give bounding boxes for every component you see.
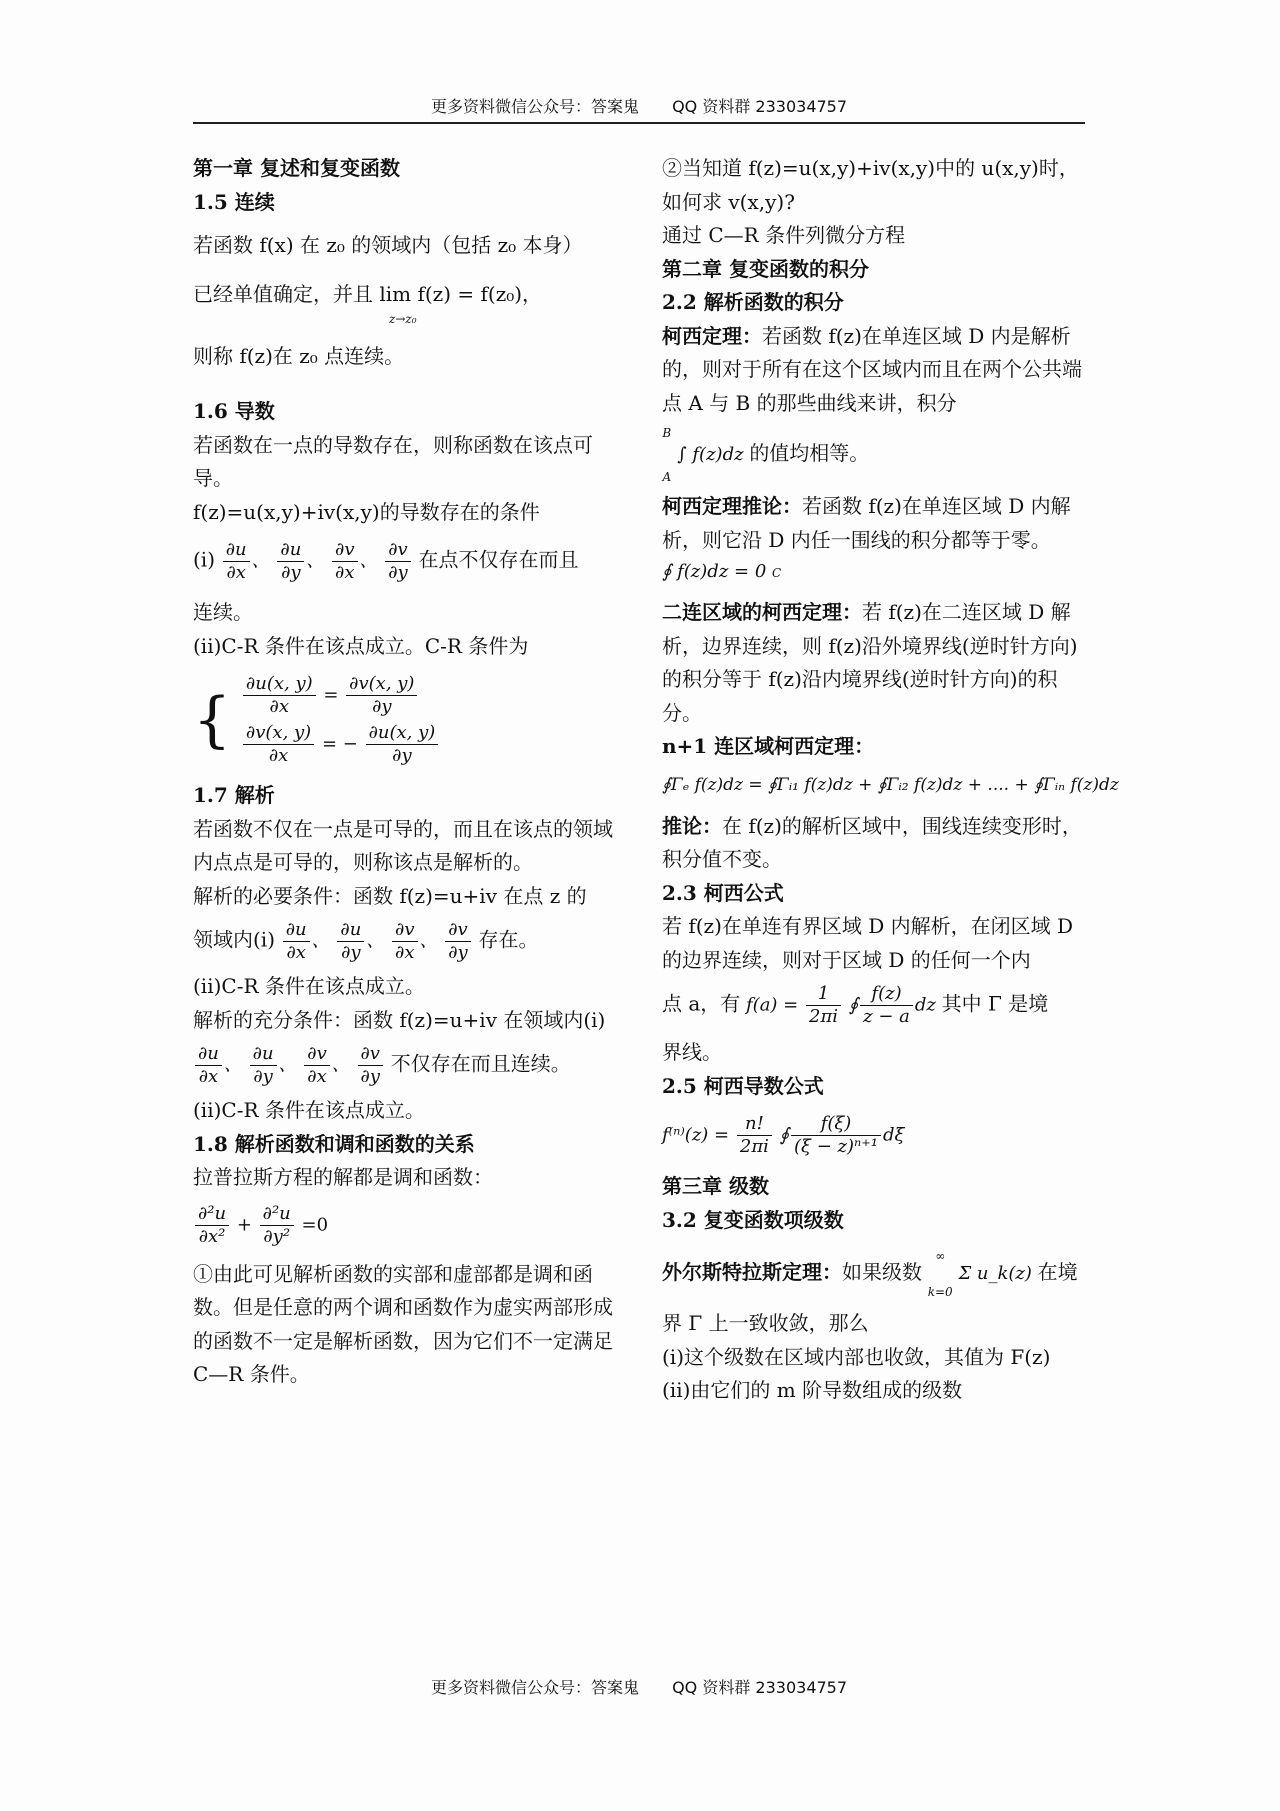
- s17-para-4: (ii)C-R 条件在该点成立。: [193, 974, 425, 998]
- corollary: 推论：在 f(z)的解析区域中，围线连续变形时，积分值不变。: [662, 813, 1082, 871]
- integral-a-b: B A ∫ f(z)dz 的值均相等。: [662, 426, 870, 484]
- s17-p6: 不仅存在而且连续。: [390, 1051, 571, 1076]
- s17-partials-row: 领域内(i) $\frac{\partial u}{\partial x}$ 、 $\frac{\partial u}{\partial y}$ 、 $\frac{\partial v}{\partial x}$ 、 $\frac{\partial v}{\partial y}$ 存在。: [193, 919, 539, 963]
- laplace-equation: $\frac{\text{∂²u}}{\text{∂x²}}$ + $\frac{\text{∂²u}}{\text{∂y²}}$ =0: [193, 1203, 621, 1248]
- frac-dv-dy: $\frac{\partial v}{\partial y}$: [385, 539, 410, 584]
- header-wechat: 更多资料微信公众号：答案鬼: [430, 97, 639, 116]
- header-qq: QQ 资料群 233034757: [672, 97, 848, 116]
- s17-p3-b: 存在。: [478, 927, 539, 952]
- right-column: [662, 152, 1119, 1408]
- cauchy-corollary-eq: ∮ f(z)dz = 0 C: [662, 561, 782, 582]
- header-rule: [193, 122, 1085, 124]
- s23-para-1: 若 f(z)在单连有界区域 D 内解析，在闭区域 D 的边界连续，则对于区域 D 的任何一个内: [662, 914, 1074, 972]
- cr-eq-2: $\frac{\partial v(x, y)}{\partial x}$ = − $\frac{\partial u(x, y)}{\partial y}$: [241, 722, 440, 767]
- section-2-3-title: 2.3 柯西公式: [662, 880, 784, 905]
- frac-du-dy: $\frac{\partial u}{\partial y}$: [277, 539, 304, 584]
- chapter-1-title: 第一章 复述和复变函数: [193, 156, 400, 180]
- n1-connected-title: n+1 连区域柯西定理：: [662, 734, 875, 758]
- chapter-3-title: 第三章 级数: [662, 1174, 769, 1198]
- cr-equations: [193, 669, 621, 771]
- section-1-7-title: 1.7 解析: [193, 783, 275, 807]
- s15-limit-sub: z→z₀: [389, 311, 417, 326]
- s15-limit-text: 已经单值确定，并且 lim f(z) = f(z₀)，: [193, 281, 543, 306]
- s23-para-3: 界线。: [662, 1040, 722, 1064]
- s17-para-7: (ii)C-R 条件在该点成立。: [193, 1098, 425, 1122]
- two-connected-theorem: 二连区域的柯西定理：若 f(z)在二连区域 D 解析，边界连续，则 f(z)沿外境界线(逆时针方向)的积分等于 f(z)沿内境界线(逆时针方向)的积分。: [662, 600, 1078, 725]
- cr-eq-1: $\frac{\partial u(x, y)}{\partial x}$ = $\frac{\partial v(x, y)}{\partial y}$: [241, 673, 440, 718]
- s16-para-2: f(z)=u(x,y)+iv(x,y)的导数存在的条件: [193, 499, 540, 524]
- weierstrass-p4: (ii)由它们的 m 阶导数组成的级数: [662, 1378, 963, 1402]
- frac-dv-dx: $\frac{\partial v}{\partial x}$: [332, 539, 357, 584]
- section-1-6-title: 1.6 导数: [193, 399, 275, 423]
- cauchy-formula: 点 a，有 f(a) = $\frac{1}{2\pi i}$ ∮ $\frac{f(z)}{z - a}$ dz 其中 Γ 是境: [662, 983, 1049, 1027]
- cauchy-derivative-formula: f⁽ⁿ⁾(z) = $\frac{n!}{2\pi i}$ ∮ $\frac{f(\xi)}{\text{(ξ − z)ⁿ⁺¹}}$ dξ: [662, 1113, 905, 1157]
- s15-para-3: 则称 f(z)在 z₀ 点连续。: [193, 343, 405, 368]
- s15-limit-formula: [193, 277, 621, 326]
- page-footer: [193, 1675, 1085, 1698]
- cr-eq-stack: [241, 669, 440, 771]
- s18-para-1: 拉普拉斯方程的解都是调和函数：: [193, 1165, 493, 1189]
- r-para-1: ②当知道 f(z)=u(x,y)+iv(x,y)中的 u(x,y)时，如何求 v(x,y)?: [662, 156, 1079, 214]
- section-1-8-title: 1.8 解析函数和调和函数的关系: [193, 1131, 475, 1156]
- s17-para-5: 解析的充分条件：函数 f(z)=u+iv 在领域内(i): [193, 1007, 606, 1032]
- section-3-2-title: 3.2 复变函数项级数: [662, 1207, 844, 1232]
- section-2-5-title: 2.5 柯西导数公式: [662, 1073, 824, 1098]
- frac-du-dx: $\frac{\partial u}{\partial x}$: [223, 539, 250, 584]
- left-column: [193, 152, 621, 1392]
- s17-para-1: 若函数不仅在一点是可导的，而且在该点的领域内点点是可导的，则称该点是解析的。: [193, 816, 613, 874]
- section-2-2-title: 2.2 解析函数的积分: [662, 290, 844, 314]
- s16-i-text: 在点不仅存在而且: [418, 547, 579, 572]
- footer-wechat: 更多资料微信公众号：答案鬼: [430, 1678, 639, 1697]
- weierstrass-p2: 界 Γ 上一致收敛，那么: [662, 1311, 869, 1335]
- s15-para-1: 若函数 f(x) 在 z₀ 的领域内（包括 z₀ 本身）: [193, 233, 583, 257]
- cauchy-corollary: 柯西定理推论：若函数 f(z)在单连区域 D 内解析，则它沿 D 内任一围线的积分都等于零。: [662, 494, 1071, 552]
- page-header: [193, 94, 1085, 117]
- s16-cont: 连续。: [193, 600, 253, 624]
- s17-p3-a: 领域内(i): [193, 927, 276, 952]
- s16-partials-row: (i) $\frac{\partial u}{\partial x}$ 、 $\frac{\partial u}{\partial y}$ 、 $\frac{\partial v}{\partial x}$ 、 $\frac{\partial v}{\partial y}$ 在点不仅存在而且: [193, 539, 579, 583]
- cauchy-theorem: 柯西定理：若函数 f(z)在单连区域 D 内是解析的，则对于所有在这个区域内而且在两个公共端点 A 与 B 的那些曲线来讲，积分: [662, 323, 1082, 415]
- chapter-2-title: 第二章 复变函数的积分: [662, 256, 869, 281]
- s16-ii: (ii)C-R 条件在该点成立。C-R 条件为: [193, 633, 529, 658]
- s16-i-label: (i): [193, 547, 216, 572]
- s16-para-1: 若函数在一点的导数存在，则称函数在该点可导。: [193, 432, 593, 490]
- s18-para-2: ①由此可见解析函数的实部和虚部都是调和函数。但是任意的两个调和函数作为虚实两部形成的函数不一定是解析函数，因为它们不一定满足 C—R 条件。: [193, 1261, 613, 1386]
- cr-brace: {: [193, 685, 232, 755]
- section-1-5-title: 1.5 连续: [193, 189, 275, 214]
- r-para-2: 通过 C—R 条件列微分方程: [662, 223, 906, 247]
- s17-partials-row-2: $\frac{\partial u}{\partial x}$ 、 $\frac{\partial u}{\partial y}$ 、 $\frac{\partial v}{\partial x}$ 、 $\frac{\partial v}{\partial y}$ 不仅存在而且连续。: [193, 1043, 621, 1088]
- s17-para-2: 解析的必要条件：函数 f(z)=u+iv 在点 z 的: [193, 883, 587, 908]
- weierstrass-line: 外尔斯特拉斯定理：如果级数 ∞ k=0 Σ u_k(z) 在境: [662, 1249, 1078, 1299]
- n1-connected-eq: ∮Γₑ f(z)dz = ∮Γᵢ₁ f(z)dz + ∮Γᵢ₂ f(z)dz + .... + ∮Γᵢₙ f(z)dz: [662, 774, 1119, 795]
- weierstrass-p3: (i)这个级数在区域内部也收敛，其值为 F(z): [662, 1344, 1051, 1369]
- footer-qq: QQ 资料群 233034757: [672, 1678, 848, 1697]
